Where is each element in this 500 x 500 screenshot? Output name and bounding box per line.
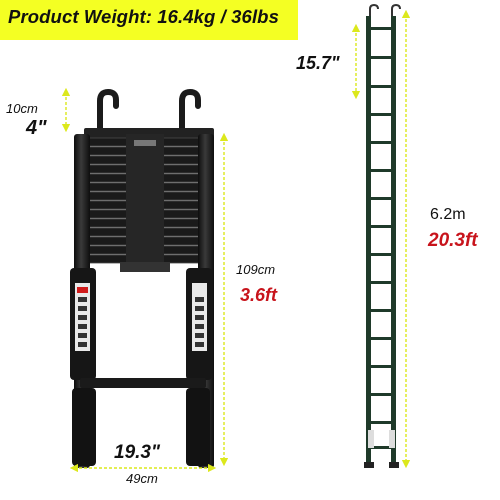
hook-height-in: 4" [26,117,47,139]
left-hook [100,92,116,132]
collapsed-width-cm: 49cm [126,471,158,486]
rung-spacing-in: 15.7" [296,53,340,73]
right-hook [182,92,198,132]
left-foot [72,388,96,466]
extended-height-m: 6.2m [430,206,466,223]
collapsed-height-ft: 3.6ft [240,285,278,305]
right-foot [186,388,210,466]
collapsed-width-in: 19.3" [114,442,160,463]
extended-height-ft: 20.3ft [428,230,478,251]
hook-height-cm: 10cm [6,101,38,116]
collapsed-height-cm: 109cm [236,262,276,277]
product-weight-text: Product Weight: 16.4kg / 36lbs [8,6,279,27]
collapsed-ladder [70,92,214,468]
extended-ladder [364,5,400,468]
weight-banner [0,0,298,40]
